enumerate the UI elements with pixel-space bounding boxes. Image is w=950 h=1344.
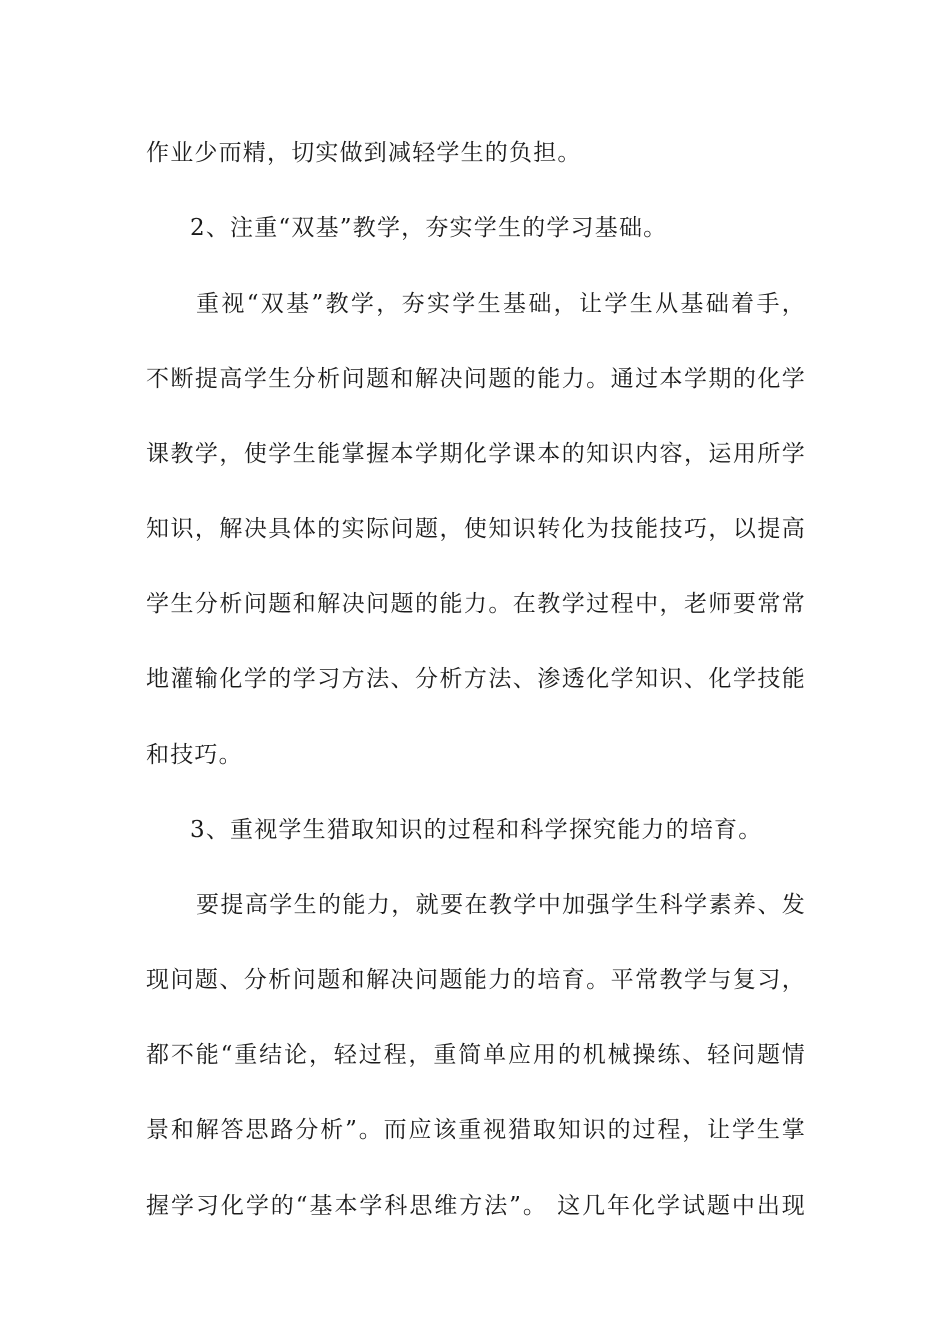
paragraph-line-9: 现问题、分析问题和解决问题能力的培育。平常教学与复习， (146, 967, 806, 993)
paragraph-line-11: 景和解答思路分析”。而应该重视猎取知识的过程，让学生掌 (146, 1117, 806, 1143)
section-heading-2: 2、注重“双基”教学，夯实学生的学习基础。 (190, 215, 668, 241)
paragraph-line-1: 重视“双基”教学，夯实学生基础，让学生从基础着手， (196, 291, 806, 317)
paragraph-line-5: 学生分析问题和解决问题的能力。在教学过程中，老师要常常 (146, 591, 806, 617)
paragraph-line-7: 和技巧。 (146, 742, 243, 768)
paragraph-line-8: 要提高学生的能力，就要在教学中加强学生科学素养、发 (196, 892, 806, 918)
paragraph-line-2: 不断提高学生分析问题和解决问题的能力。通过本学期的化学 (146, 366, 806, 392)
paragraph-line-4: 知识，解决具体的实际问题，使知识转化为技能技巧，以提高 (146, 516, 806, 542)
paragraph-line-10: 都不能“重结论，轻过程，重简单应用的机械操练、轻问题情 (146, 1042, 806, 1068)
section-heading-3: 3、重视学生猎取知识的过程和科学探究能力的培育。 (190, 817, 763, 843)
paragraph-line-6: 地灌输化学的学习方法、分析方法、渗透化学知识、化学技能 (146, 666, 806, 692)
paragraph-line-3: 课教学，使学生能掌握本学期化学课本的知识内容，运用所学 (146, 441, 806, 467)
text-line-1: 作业少而精，切实做到减轻学生的负担。 (146, 140, 582, 166)
paragraph-line-12: 握学习化学的“基本学科思维方法”。 这几年化学试题中出现 (146, 1193, 806, 1219)
